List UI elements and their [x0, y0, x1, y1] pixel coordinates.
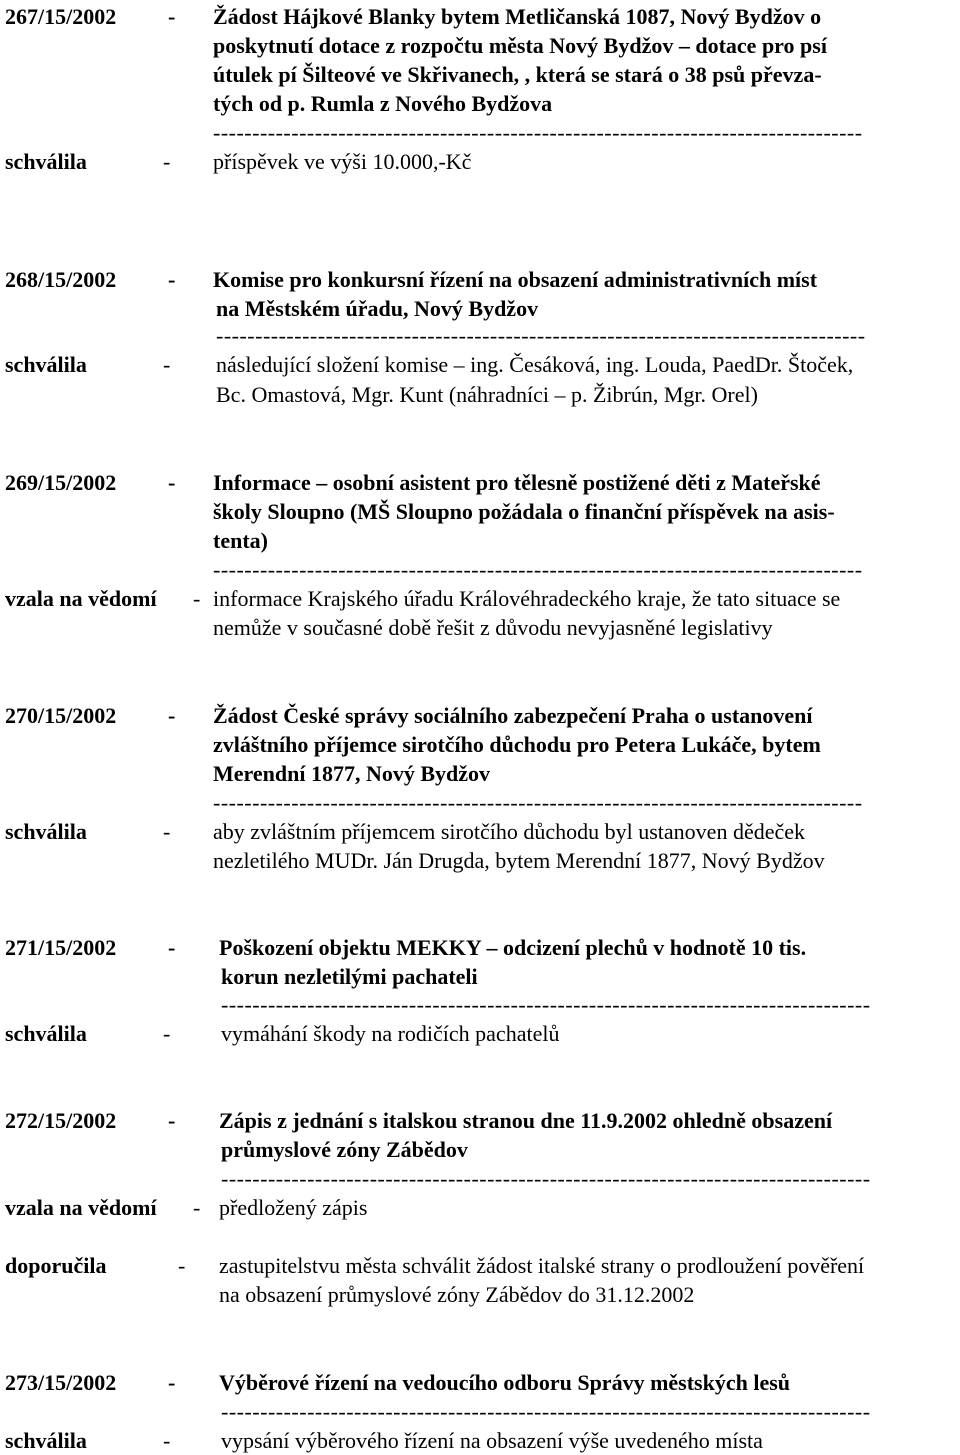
item-subject-line: tenta) — [213, 528, 268, 553]
decision-text: příspěvek ve výši 10.000,-Kč — [213, 149, 472, 174]
decision-label: vzala na vědomí — [5, 586, 157, 611]
separator-line: ----------------------------------------------------------------------------------- — [221, 1166, 871, 1191]
item-dash: - — [168, 1370, 176, 1395]
decision-text: nemůže v současné době řešit z důvodu nevyjasněné legislativy — [213, 615, 773, 640]
item-subject-line: poskytnutí dotace z rozpočtu města Nový Bydžov – dotace pro psí — [213, 33, 827, 58]
item-subject-line: na Městském úřadu, Nový Bydžov — [216, 296, 539, 321]
item-number: 267/15/2002 — [5, 4, 117, 29]
decision-label: doporučila — [5, 1253, 107, 1278]
decision-label: vzala na vědomí — [5, 1195, 157, 1220]
decision-label: schválila — [5, 1021, 87, 1046]
decision-text: nezletilého MUDr. Ján Drugda, bytem Merendní 1877, Nový Bydžov — [213, 848, 825, 873]
item-subject-line: Komise pro konkursní řízení na obsazení administrativních míst — [213, 267, 818, 292]
decision-label: schválila — [5, 819, 87, 844]
decision-dash: - — [163, 1428, 171, 1453]
separator-line: ----------------------------------------------------------------------------------- — [213, 120, 863, 145]
item-subject-line: Poškození objektu MEKKY – odcizení plechů v hodnotě 10 tis. — [219, 935, 807, 960]
decision-label: schválila — [5, 1428, 87, 1453]
item-subject-line: zvláštního příjemce sirotčího důchodu pro Petera Lukáče, bytem — [213, 732, 821, 757]
separator-line: ----------------------------------------------------------------------------------- — [216, 323, 866, 348]
decision-text: Bc. Omastová, Mgr. Kunt (náhradníci – p. Žibrún, Mgr. Orel) — [216, 382, 758, 407]
separator-line: ----------------------------------------------------------------------------------- — [213, 790, 863, 815]
decision-text: vypsání výběrového řízení na obsazení výše uvedeného místa — [221, 1428, 763, 1453]
decision-dash: - — [163, 352, 171, 377]
item-dash: - — [168, 1108, 176, 1133]
decision-text: vymáhání škody na rodičích pachatelů — [221, 1021, 560, 1046]
item-dash: - — [168, 703, 176, 728]
decision-dash: - — [163, 1021, 171, 1046]
item-subject-line: tých od p. Rumla z Nového Bydžova — [213, 91, 553, 116]
item-subject-line: Informace – osobní asistent pro tělesně postižené děti z Mateřské — [213, 470, 821, 495]
item-number: 269/15/2002 — [5, 470, 117, 495]
item-subject-line: průmyslové zóny Zábědov — [221, 1137, 468, 1162]
decision-text: na obsazení průmyslové zóny Zábědov do 31.12.2002 — [219, 1282, 695, 1307]
decision-text: informace Krajského úřadu Královéhradeckého kraje, že tato situace se — [213, 586, 841, 611]
separator-line: ----------------------------------------------------------------------------------- — [221, 992, 871, 1017]
item-number: 273/15/2002 — [5, 1370, 117, 1395]
item-dash: - — [168, 267, 176, 292]
item-number: 271/15/2002 — [5, 935, 117, 960]
item-dash: - — [168, 935, 176, 960]
item-dash: - — [168, 4, 176, 29]
decision-text: předložený zápis — [219, 1195, 368, 1220]
decision-dash: - — [178, 1253, 186, 1278]
decision-text: aby zvláštním příjemcem sirotčího důchodu byl ustanoven dědeček — [213, 819, 806, 844]
decision-text: následující složení komise – ing. Česáková, ing. Louda, PaedDr. Štoček, — [216, 352, 854, 377]
item-subject-line: Výběrové řízení na vedoucího odboru Správy městských lesů — [219, 1370, 791, 1395]
decision-dash: - — [193, 586, 201, 611]
item-subject-line: Merendní 1877, Nový Bydžov — [213, 761, 491, 786]
item-subject-line: útulek pí Šilteové ve Skřivanech, , která se stará o 38 psů převza- — [213, 62, 822, 87]
decision-text: zastupitelstvu města schválit žádost italské strany o prodloužení pověření — [219, 1253, 865, 1278]
item-subject-line: Žádost České správy sociálního zabezpečení Praha o ustanovení — [213, 703, 813, 728]
decision-label: schválila — [5, 149, 87, 174]
separator-line: ----------------------------------------------------------------------------------- — [213, 557, 863, 582]
item-number: 270/15/2002 — [5, 703, 117, 728]
item-dash: - — [168, 470, 176, 495]
item-subject-line: Žádost Hájkové Blanky bytem Metličanská 1087, Nový Bydžov o — [213, 4, 822, 29]
decision-dash: - — [163, 819, 171, 844]
separator-line: ----------------------------------------------------------------------------------- — [221, 1399, 871, 1424]
decision-dash: - — [193, 1195, 201, 1220]
item-subject-line: korun nezletilými pachateli — [221, 964, 478, 989]
decision-label: schválila — [5, 352, 87, 377]
item-number: 272/15/2002 — [5, 1108, 117, 1133]
decision-dash: - — [163, 149, 171, 174]
item-subject-line: školy Sloupno (MŠ Sloupno požádala o finanční příspěvek na asis- — [213, 499, 835, 524]
item-number: 268/15/2002 — [5, 267, 117, 292]
item-subject-line: Zápis z jednání s italskou stranou dne 11.9.2002 ohledně obsazení — [219, 1108, 833, 1133]
